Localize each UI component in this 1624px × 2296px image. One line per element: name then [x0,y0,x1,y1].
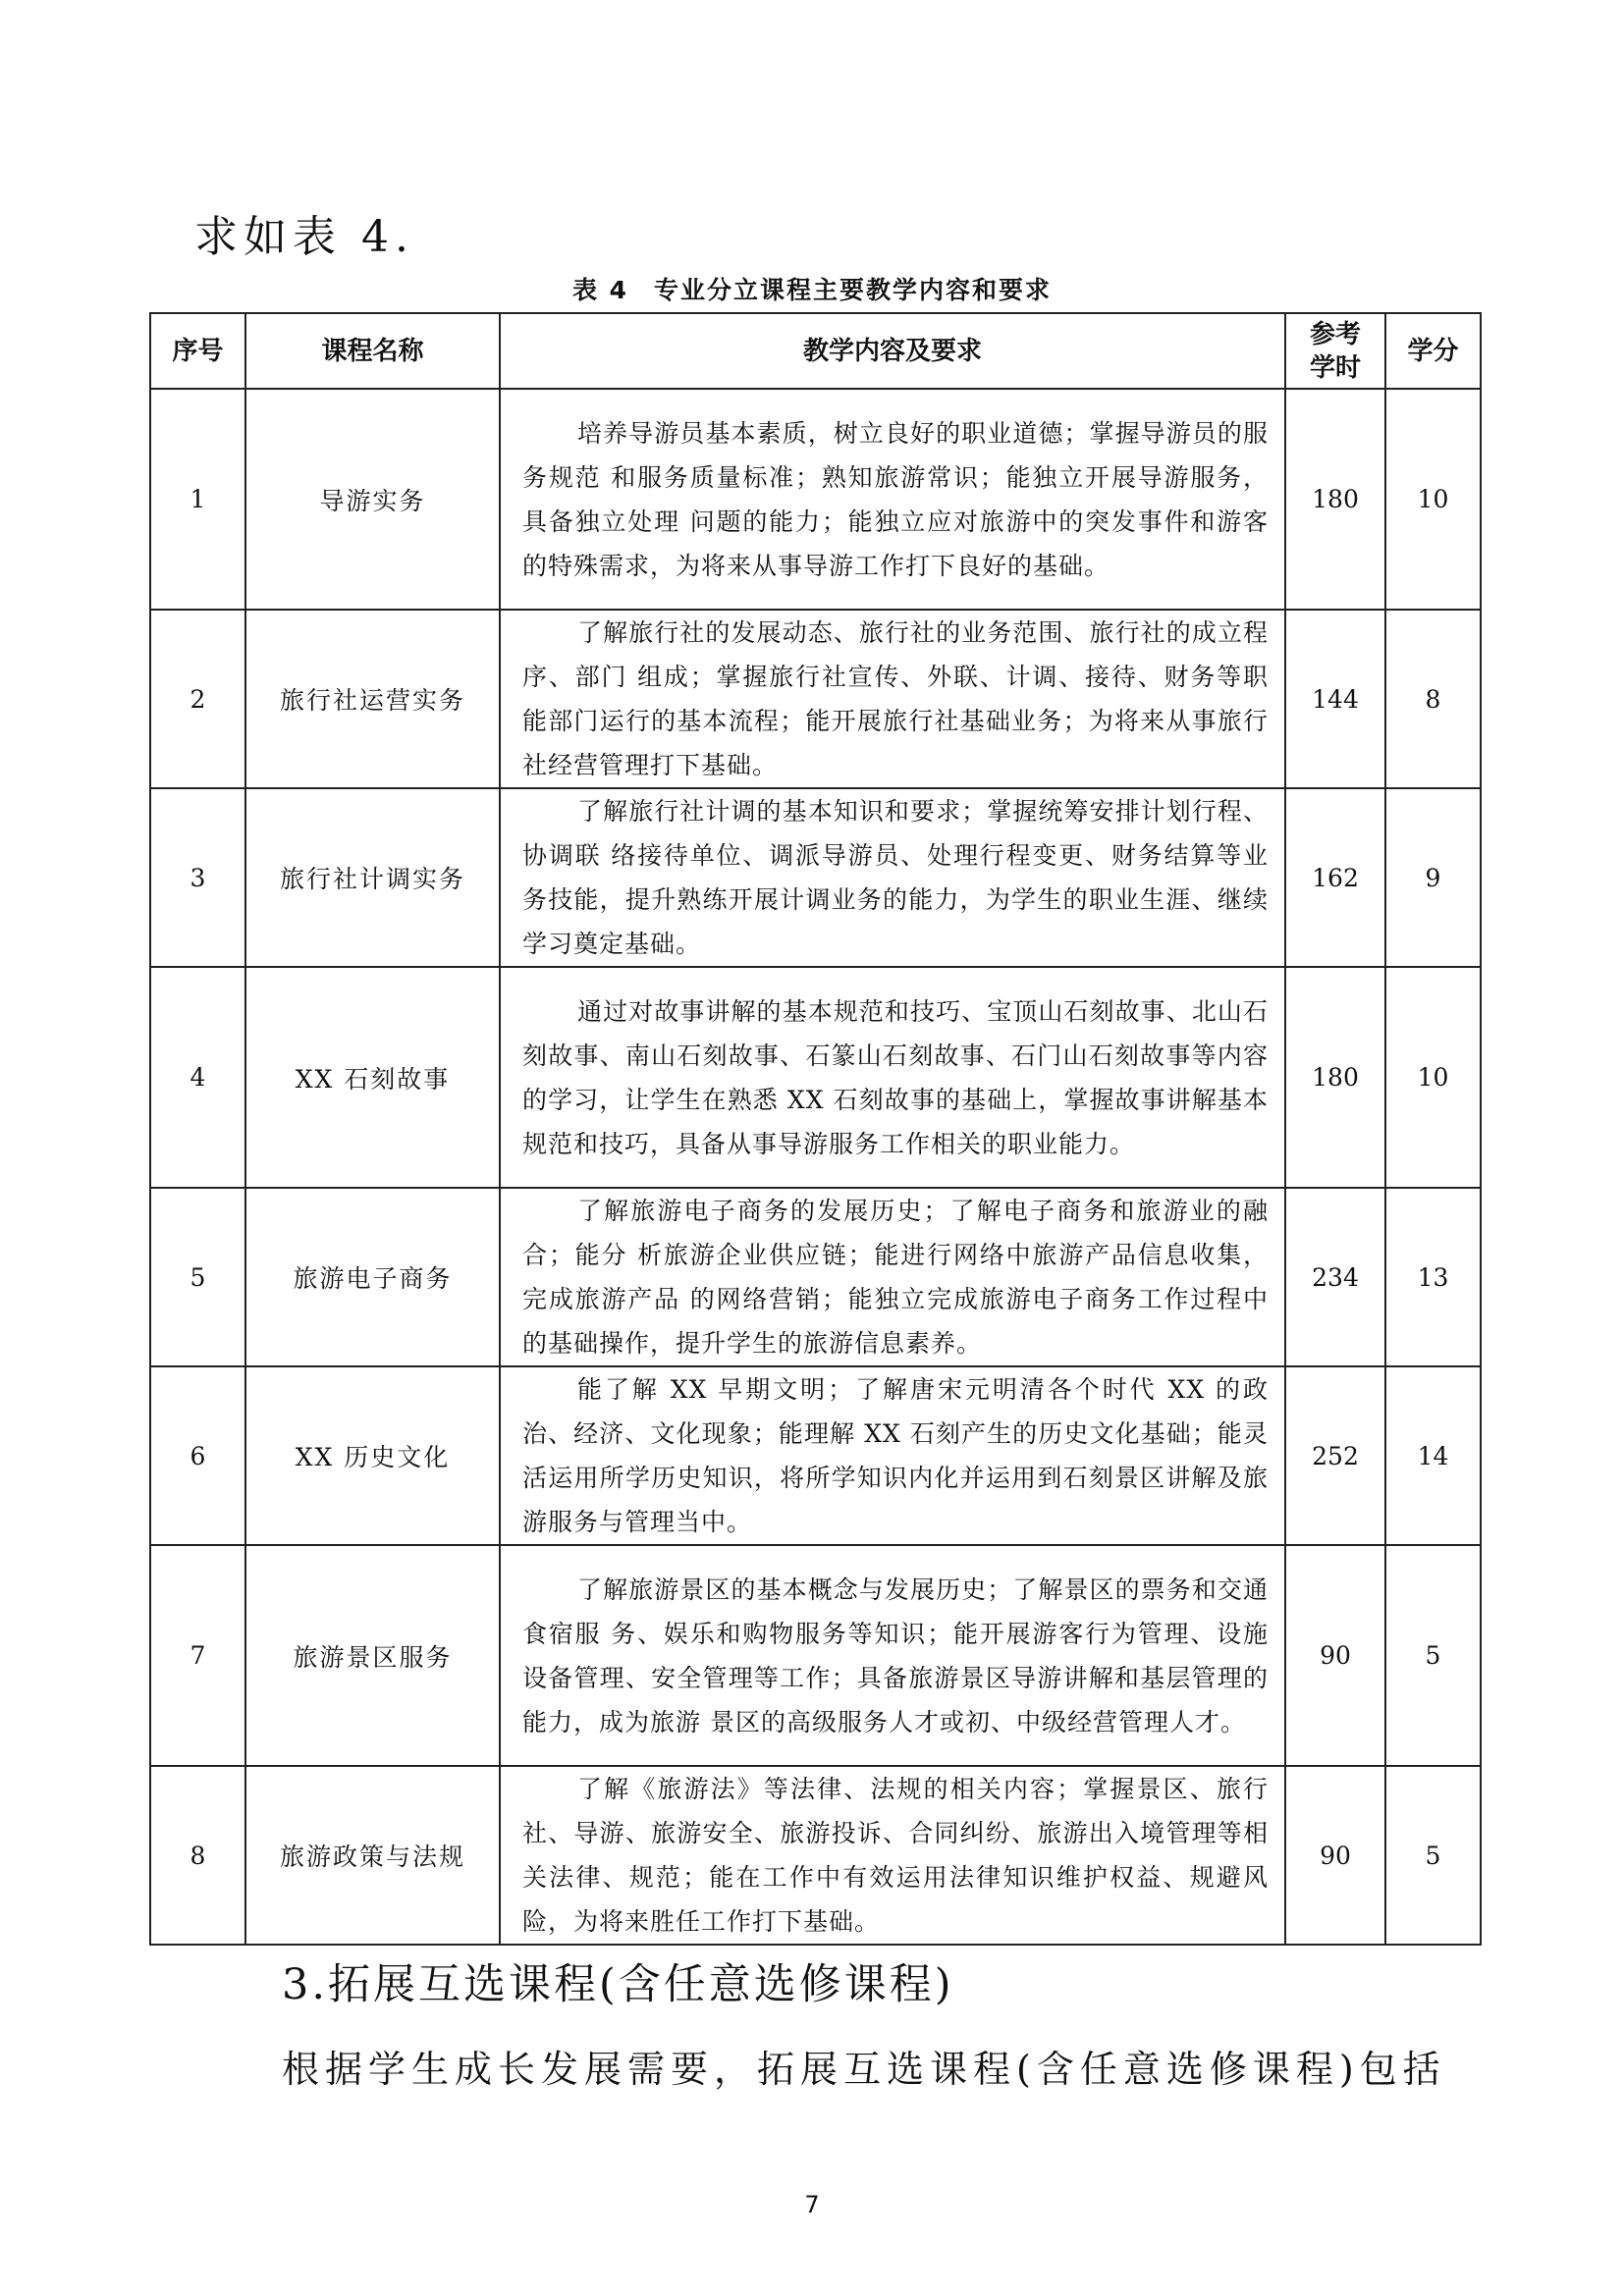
row-content: 了解旅游景区的基本概念与发展历史；了解景区的票务和交通食宿服 务、娱乐和购物服务等知识；能开展游客行为管理、设施设备管理、安全管理等工作；具备旅游景区导游讲解和基层管理的能力，成为旅游 景区的高级服务人才或初、中级经营管理人才。 [522,1575,1269,1736]
row-credits: 10 [1385,389,1481,610]
row-content: 能了解 XX 早期文明；了解唐宋元明清各个时代 XX 的政治、经济、文化现象；能理解 XX 石刻产生的历史文化基础；能灵活运用所学历史知识，将所学知识内化并运用到石刻景区讲解及旅游服务与管理当中。 [522,1375,1269,1536]
row-no: 1 [150,389,245,610]
row-hours: 252 [1285,1366,1385,1545]
row-course-name: 旅游景区服务 [245,1545,500,1766]
section-paragraph: 根据学生成长发展需要，拓展互选课程(含任意选修课程)包括 [282,2048,1446,2091]
page-number: 7 [804,2191,820,2218]
row-content: 培养导游员基本素质，树立良好的职业道德；掌握导游员的服务规范 和服务质量标准；熟知旅游常识；能独立开展导游服务，具备独立处理 问题的能力；能独立应对旅游中的突发事件和游客的特殊需求，为将来从事导游工作打下良好的基础。 [522,418,1269,580]
table-row [150,389,1481,610]
row-content: 了解旅行社的发展动态、旅行社的业务范围、旅行社的成立程序、部门 组成；掌握旅行社宣传、外联、计调、接待、财务等职能部门运行的基本流程；能开展旅行社基础业务；为将来从事旅行社经营管理打下基础。 [522,618,1269,779]
row-no: 2 [150,610,245,788]
header-credits: 学分 [1385,313,1481,389]
row-no: 4 [150,967,245,1188]
header-hours-label: 参考学时 [1310,319,1362,383]
header-no: 序号 [150,313,245,389]
row-hours: 144 [1285,610,1385,788]
table-row [150,788,1481,967]
section-heading: 3.拓展互选课程(含任意选修课程) [282,1960,954,2009]
row-no: 3 [150,788,245,967]
table-header-row [150,313,1481,389]
row-credits: 9 [1385,788,1481,967]
row-course-name: 导游实务 [245,389,500,610]
row-course-name: 旅游电子商务 [245,1188,500,1366]
row-content: 了解《旅游法》等法律、法规的相关内容；掌握景区、旅行社、导游、旅游安全、旅游投诉、合同纠纷、旅游出入境管理等相关法律、规范；能在工作中有效运用法律知识维护权益、规避风险，为将来胜任工作打下基础。 [522,1775,1269,1936]
table-row [150,610,1481,788]
table-row [150,1545,1481,1766]
row-credits: 13 [1385,1188,1481,1366]
row-credits: 5 [1385,1545,1481,1766]
row-content: 了解旅行社计调的基本知识和要求；掌握统筹安排计划行程、协调联 络接待单位、调派导游员、处理行程变更、财务结算等业务技能，提升熟练开展计调业务的能力，为学生的职业生涯、继续学习奠定基础。 [522,797,1269,958]
header-hours [1285,313,1385,389]
row-credits: 14 [1385,1366,1481,1545]
row-no: 7 [150,1545,245,1766]
row-hours: 90 [1285,1766,1385,1945]
row-content-cell [500,967,1285,1188]
row-hours: 180 [1285,389,1385,610]
row-content: 了解旅游电子商务的发展历史；了解电子商务和旅游业的融合；能分 析旅游企业供应链；能进行网络中旅游产品信息收集，完成旅游产品 的网络营销；能独立完成旅游电子商务工作过程中的基础操作，提升学生的旅游信息素养。 [522,1197,1269,1358]
row-content: 通过对故事讲解的基本规范和技巧、宝顶山石刻故事、北山石刻故事、南山石刻故事、石篆山石刻故事、石门山石刻故事等内容的学习，让学生在熟悉 XX 石刻故事的基础上，掌握故事讲解基本规范和技巧，具备从事导游服务工作相关的职业能力。 [522,996,1269,1158]
row-course-name: XX 石刻故事 [245,967,500,1188]
row-content-cell [500,788,1285,967]
row-course-name: 旅游政策与法规 [245,1766,500,1945]
row-content-cell [500,1545,1285,1766]
table-row [150,1366,1481,1545]
row-content-cell [500,1366,1285,1545]
row-credits: 5 [1385,1766,1481,1945]
row-course-name: 旅行社计调实务 [245,788,500,967]
header-content: 教学内容及要求 [500,313,1285,389]
table-caption-title: 专业分立课程主要教学内容和要求 [654,276,1053,304]
row-credits: 10 [1385,967,1481,1188]
table-caption [0,273,1624,308]
row-hours: 180 [1285,967,1385,1188]
header-course-name: 课程名称 [245,313,500,389]
intro-text: 求如表 4. [194,212,414,262]
row-hours: 90 [1285,1545,1385,1766]
row-content-cell [500,1766,1285,1945]
row-hours: 162 [1285,788,1385,967]
row-content-cell [500,610,1285,788]
row-content-cell [500,1188,1285,1366]
row-content-cell [500,389,1285,610]
table-caption-number: 表 4 [571,276,629,304]
table-row [150,967,1481,1188]
table-row [150,1188,1481,1366]
table-row [150,1766,1481,1945]
row-no: 5 [150,1188,245,1366]
row-no: 8 [150,1766,245,1945]
course-table [149,312,1482,1946]
row-course-name: XX 历史文化 [245,1366,500,1545]
row-credits: 8 [1385,610,1481,788]
row-no: 6 [150,1366,245,1545]
row-hours: 234 [1285,1188,1385,1366]
row-course-name: 旅行社运营实务 [245,610,500,788]
